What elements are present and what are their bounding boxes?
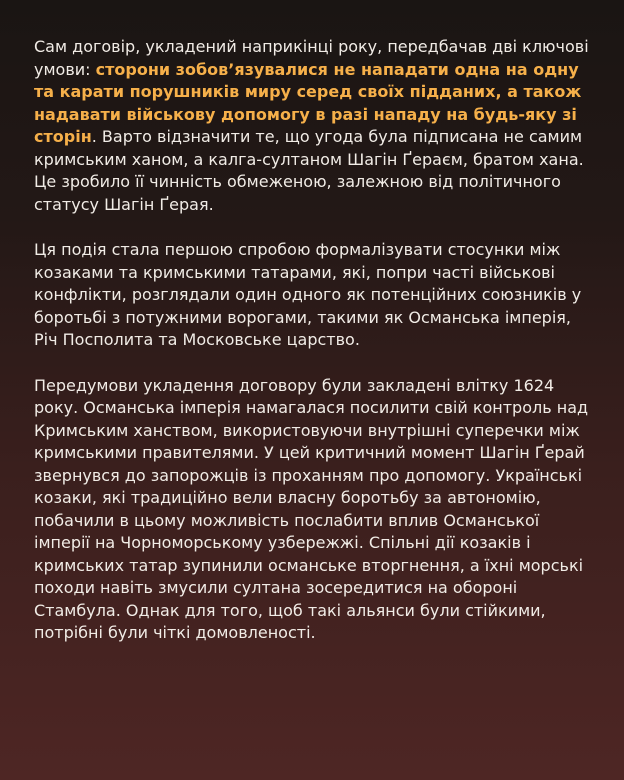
highlighted-treaty-conditions: сторони зобов’язувалися не нападати одна на одну та карати порушників миру серед своїх підданих, а також надавати військову допомогу в разі нападу на будь-яку зі сторін [34, 59, 582, 146]
paragraph-treaty-terms [34, 36, 590, 216]
article-body [34, 36, 590, 668]
paragraph-significance: Ця подія стала першою спробою формалізувати стосунки між козаками та кримськими татарами, які, попри часті військові конфлікти, розглядали один одного як потенційних союзників у боротьбі з потужними ворогами, такими як Османська імперія, Річ Посполита та Московське царство. [34, 240, 582, 349]
paragraph-1-intro: Сам договір, укладений наприкінці року, передбачав дві ключові умови: [34, 37, 589, 79]
paragraph-background: Передумови укладення договору були закладені влітку 1624 року. Османська імперія намагалася посилити свій контроль над Кримським ханством, використовуючи внутрішні суперечки між кримськими правителями. У цей критичний момент Шагін Ґерай звернувся до запорожців із проханням про допомогу. Українські козаки, які традиційно вели власну боротьбу за автономію, побачили в цьому можливість послабити вплив Османської імперії на Чорноморському узбережжі. Спільні дії козаків і кримських татар зупинили османське вторгнення, а їхні морські походи навіть змусили султана зосередитися на обороні Стамбула. Однак для того, щоб такі альянси були стійкими, потрібні були чіткі домовленості. [34, 375, 589, 642]
paragraph-1-rest: . Варто відзначити те, що угода була підписана не самим кримським ханом, а калга-султаном Шагін Ґераєм, братом хана. Це зробило її чинність обмеженою, залежною від політичного статусу Шагін Ґерая. [34, 127, 584, 214]
